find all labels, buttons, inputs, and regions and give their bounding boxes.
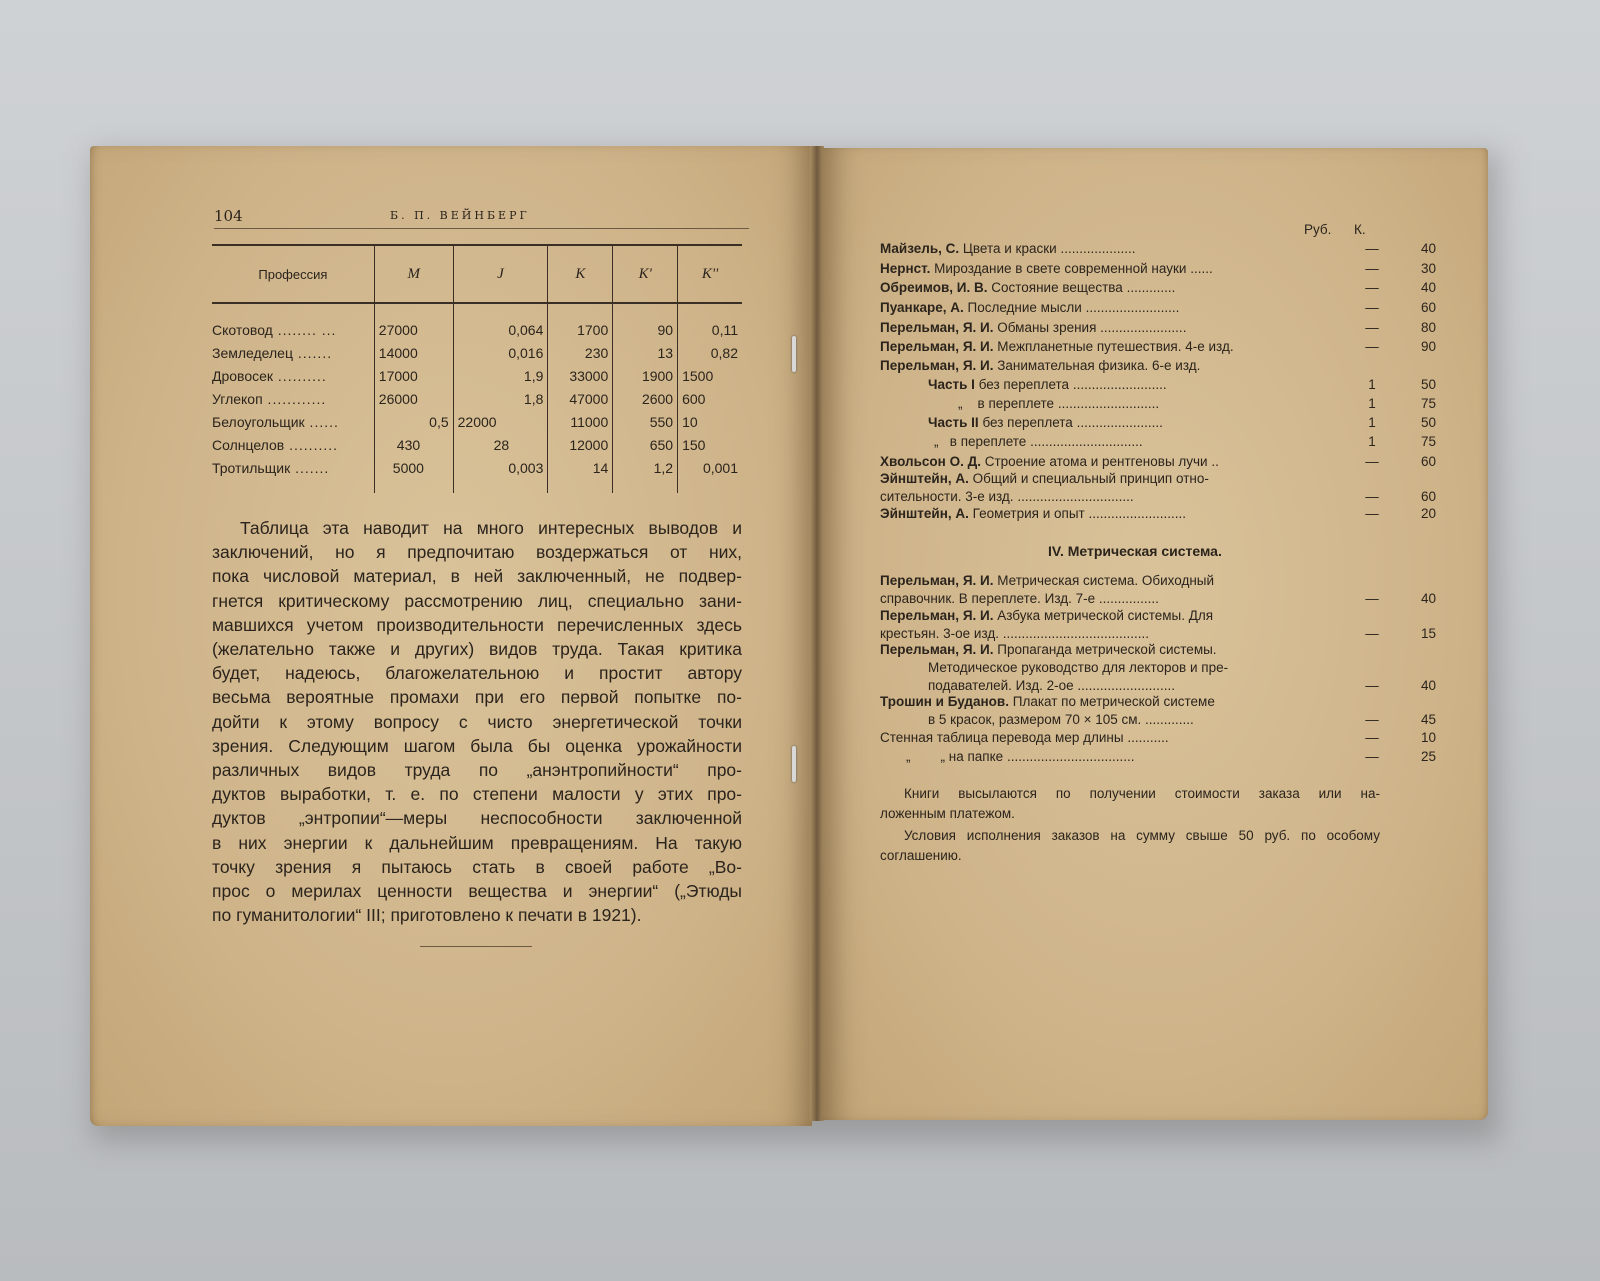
value-k: 11000: [548, 410, 613, 433]
catalog-entry: [880, 319, 1436, 337]
entry-title-cont: крестьян. 3-ое изд.: [880, 626, 999, 641]
profession-name: Дровосек: [212, 367, 274, 384]
leader-dots: .............: [1145, 712, 1194, 727]
value-j: 22000: [453, 410, 548, 433]
entry-title: Строение атома и рентгеновы лучи: [984, 454, 1208, 469]
entry-kop: 40: [1420, 241, 1436, 256]
leader-dots: ..........: [273, 367, 327, 384]
value-k2: 150: [678, 433, 742, 456]
entry-kop: 25: [1420, 749, 1436, 764]
catalog-entry: [880, 453, 1436, 471]
table-row: [212, 387, 742, 410]
col-header-j: J: [453, 245, 548, 303]
entry-kop: 20: [1420, 506, 1436, 521]
entry-kop: 60: [1420, 300, 1436, 315]
col-header-rub: Руб.: [1304, 222, 1332, 237]
entry-title: Стенная таблица перевода мер длины: [880, 730, 1124, 745]
entry-title-cont: сительности. 3-е изд.: [880, 489, 1014, 504]
leader-dots: ..................................: [1006, 749, 1135, 764]
value-k1: 90: [613, 303, 678, 341]
entry-rub: —: [1365, 320, 1379, 335]
leader-dots: ..........: [284, 436, 339, 453]
catalog-entry: [880, 505, 1436, 523]
entry-rub: 1: [1368, 415, 1376, 430]
entry-author: Перельман, Я. И.: [880, 320, 994, 335]
staple-top: [792, 336, 796, 372]
entry-kop: 40: [1420, 280, 1436, 295]
value-k: 12000: [548, 433, 613, 456]
table-row: [212, 456, 742, 493]
profession-name: Белоугольщик: [212, 413, 305, 430]
ditto-mark: „: [934, 434, 939, 449]
text-line: мавшихся учетом производительности перечисленных здесь: [212, 614, 742, 635]
text-line: весьма вероятные промахи при его первой попытке по-: [212, 687, 742, 708]
end-rule: [420, 946, 532, 947]
entry-author: Эйнштейн, А.: [880, 471, 969, 486]
entry-author: Перельман, Я. И.: [880, 573, 994, 588]
value-m: 5000: [374, 456, 453, 493]
entry-author: Перельман, Я. И.: [880, 642, 994, 657]
body-paragraph: [212, 516, 742, 927]
text-line: Условия исполнения заказов на сумму свыше 50 руб. по особому: [904, 828, 1380, 843]
leader-dots: .........................: [1072, 377, 1167, 392]
entry-author: Майзель, С.: [880, 241, 960, 256]
entry-kop: 50: [1420, 415, 1436, 430]
catalog-entry: [880, 240, 1436, 258]
leader-dots: .......: [292, 344, 333, 361]
leader-dots: ....................: [1060, 241, 1136, 256]
leader-dots: ................: [1098, 591, 1159, 606]
leader-dots: ............: [262, 390, 327, 407]
table-header-row: [212, 245, 742, 303]
entry-kop: 40: [1420, 678, 1436, 693]
entry-title-cont: подавателей. Изд. 2-ое: [928, 678, 1074, 693]
table-row: [212, 410, 742, 433]
value-j: 0,003: [453, 456, 548, 493]
text-line: гнется критическому рассмотрению лиц, специально зани-: [212, 590, 742, 611]
col-header-k1: K': [613, 245, 678, 303]
entry-rub: —: [1365, 241, 1379, 256]
entry-title: без переплета: [982, 415, 1073, 430]
ditto-mark: „: [958, 396, 963, 411]
value-k2: 0,001: [678, 456, 742, 493]
entry-author: Нернст.: [880, 261, 931, 276]
entry-title: в переплете: [977, 396, 1055, 411]
text-line: точку зрения я пытаюсь стать в своей работе „Во-: [212, 856, 742, 877]
text-line: дуктов „энтропии“—меры неспособности заключенной: [212, 808, 742, 829]
catalog-entry: [934, 433, 1436, 451]
entry-title: Геометрия и опыт: [972, 506, 1085, 521]
col-header-profession: Профессия: [212, 245, 374, 303]
entry-title: Обманы зрения: [997, 320, 1097, 335]
value-k2: 600: [678, 387, 742, 410]
value-j: 28: [453, 433, 548, 456]
value-m: 17000: [374, 364, 453, 387]
entry-title: Межпланетные путешествия. 4-е изд.: [997, 339, 1234, 354]
value-j: 0,016: [453, 341, 548, 364]
leader-dots: .......................: [1100, 320, 1187, 335]
entry-rub: —: [1365, 339, 1379, 354]
entry-author: Трошин и Буданов.: [880, 694, 1009, 709]
leader-dots: ..........................: [1088, 506, 1187, 521]
catalog-entry: [880, 470, 1436, 506]
entry-title: Азбука метрической системы. Для: [997, 608, 1214, 623]
value-k2: 10: [678, 410, 742, 433]
leader-dots: ...............................: [1017, 489, 1134, 504]
value-m: 26000: [374, 387, 453, 410]
value-k: 33000: [548, 364, 613, 387]
catalog-entry: [880, 299, 1436, 317]
profession-table: [212, 244, 742, 493]
entry-title: Плакат по метрической системе: [1012, 694, 1215, 709]
catalog-entry: [880, 260, 1436, 278]
profession-name: Скотовод: [212, 321, 273, 338]
entry-title: без переплета: [978, 377, 1070, 392]
entry-kop: 40: [1420, 591, 1436, 606]
value-j: 0,064: [453, 303, 548, 341]
value-k2: 0,11: [678, 303, 742, 341]
table-row: [212, 303, 742, 341]
value-m: 14000: [374, 341, 453, 364]
leader-dots: .............: [1126, 280, 1176, 295]
text-line: прос о мерилах ценности вещества и энергии“ („Этюды: [212, 881, 742, 902]
table-row: [212, 364, 742, 387]
catalog-entry: [928, 414, 1436, 432]
col-header-k2: K'': [678, 245, 742, 303]
entry-title: Общий и специальный принцип отно-: [972, 471, 1209, 486]
entry-author: Обреимов, И. В.: [880, 280, 988, 295]
entry-kop: 10: [1420, 730, 1436, 745]
text-line: заключений, но я предпочитаю воздержаться от них,: [212, 542, 742, 563]
entry-rub: —: [1365, 730, 1379, 745]
value-k2: 0,82: [678, 341, 742, 364]
entry-title: Метрическая система. Обиходный: [997, 573, 1215, 588]
text-line: дойти к этому вопросу с чисто энергетической точки: [212, 711, 742, 732]
profession-name: Углекоп: [212, 390, 263, 407]
text-line: будет, надеюсь, благожелательною и простит автору: [212, 663, 742, 684]
entry-author: Эйнштейн, А.: [880, 506, 969, 521]
entry-author: Часть II: [928, 415, 979, 430]
text-line: Таблица эта наводит на много интересных выводов и: [240, 518, 742, 538]
entry-rub: —: [1365, 489, 1379, 504]
leader-dots: ..........................: [1077, 678, 1175, 693]
page-number: 104: [214, 207, 243, 225]
entry-kop: 60: [1420, 489, 1436, 504]
leader-dots: ......: [1190, 261, 1213, 276]
entry-kop: 30: [1420, 261, 1436, 276]
entry-author: Перельман, Я. И.: [880, 608, 994, 623]
entry-title: Цвета и краски: [962, 241, 1057, 256]
entry-author: Перельман, Я. И.: [880, 339, 994, 354]
entry-kop: 60: [1420, 454, 1436, 469]
entry-rub: —: [1365, 506, 1379, 521]
entry-kop: 45: [1420, 712, 1436, 727]
value-j: 1,9: [453, 364, 548, 387]
value-m: 0,5: [374, 410, 453, 433]
catalog-entry: [928, 376, 1436, 394]
leader-dots: .......................................: [1002, 626, 1150, 641]
leader-dots: ...........................: [1057, 396, 1160, 411]
right-page: [822, 148, 1488, 1120]
entry-title-cont: в 5 красок, размером 70 × 105 см.: [928, 712, 1142, 727]
entry-rub: —: [1365, 678, 1379, 693]
col-header-k: K: [548, 245, 613, 303]
entry-kop: 80: [1420, 320, 1436, 335]
catalog-entry: [880, 693, 1436, 729]
table-row: [212, 433, 742, 456]
value-k1: 1,2: [613, 456, 678, 493]
entry-rub: —: [1365, 454, 1379, 469]
leader-dots: ........ ...: [272, 321, 337, 338]
entry-author: Пуанкаре, А.: [880, 300, 964, 315]
entry-title: Состояние вещества: [991, 280, 1123, 295]
entry-rub: —: [1365, 591, 1379, 606]
ditto-mark: „: [906, 749, 911, 764]
catalog-entry: [906, 748, 1436, 766]
col-header-m: M: [374, 245, 453, 303]
text-line: пока числовой материал, в ней заключенный, не подвер-: [212, 566, 742, 587]
entry-rub: —: [1365, 626, 1379, 641]
profession-name: Тротильщик: [212, 459, 291, 476]
entry-title: Занимательная физика. 6-е изд.: [997, 358, 1201, 373]
entry-title: „ на папке: [940, 749, 1004, 764]
catalog-entry: [880, 279, 1436, 297]
catalog-entry: [880, 338, 1436, 356]
entry-title-cont: Методическое руководство для лекторов и пре-: [928, 660, 1229, 675]
entry-rub: —: [1365, 280, 1379, 295]
catalog-entry: [880, 729, 1436, 747]
entry-kop: 90: [1420, 339, 1436, 354]
text-line: зрения. Следующим шагом была бы оценка урожайности: [212, 735, 742, 756]
left-page: [90, 146, 812, 1126]
section-title: IV. Метрическая система.: [1048, 543, 1222, 559]
value-k: 47000: [548, 387, 613, 410]
entry-author: Хвольсон О. Д.: [880, 454, 981, 469]
entry-rub: —: [1365, 261, 1379, 276]
entry-title: Пропаганда метрической системы.: [997, 642, 1217, 657]
value-k: 14: [548, 456, 613, 493]
entry-rub: —: [1365, 712, 1379, 727]
col-header-kop: К.: [1354, 222, 1366, 237]
entry-rub: 1: [1368, 396, 1376, 411]
entry-kop: 75: [1420, 434, 1436, 449]
catalog-entry: [880, 357, 1360, 375]
value-k1: 2600: [613, 387, 678, 410]
value-j: 1,8: [453, 387, 548, 410]
leader-dots: .........................: [1085, 300, 1180, 315]
entry-rub: 1: [1368, 434, 1376, 449]
leader-dots: ..: [1211, 454, 1219, 469]
value-k1: 550: [613, 410, 678, 433]
entry-rub: —: [1365, 749, 1379, 764]
catalog-entry: [880, 572, 1436, 608]
leader-dots: ..............................: [1030, 434, 1143, 449]
catalog-entry: [880, 607, 1436, 643]
entry-kop: 50: [1420, 377, 1436, 392]
value-k1: 1900: [613, 364, 678, 387]
value-k1: 650: [613, 433, 678, 456]
text-line: в них энергии к дальнейшим превращениям. На такую: [212, 832, 742, 853]
catalog-entry: [958, 395, 1436, 413]
ordering-note: [880, 784, 1380, 824]
value-m: 27000: [374, 303, 453, 341]
leader-dots: .......: [290, 459, 330, 476]
running-head: Б. П. ВЕЙНБЕРГ: [390, 209, 530, 222]
leader-dots: ...........: [1127, 730, 1169, 745]
value-k1: 13: [613, 341, 678, 364]
text-line: соглашению.: [880, 848, 962, 863]
entry-rub: 1: [1368, 377, 1376, 392]
text-line: дуктов выработки, т. е. по степени малости у этих про-: [212, 784, 742, 805]
conditions-note: [880, 826, 1380, 866]
value-k: 1700: [548, 303, 613, 341]
entry-title: Мироздание в свете современной науки: [934, 261, 1187, 276]
leader-dots: .......................: [1076, 415, 1163, 430]
value-k2: 1500: [678, 364, 742, 387]
value-m: 430: [374, 433, 453, 456]
entry-title: в переплете: [949, 434, 1027, 449]
staple-bottom: [792, 746, 796, 782]
table-row: [212, 341, 742, 364]
entry-title: Последние мысли: [967, 300, 1082, 315]
entry-kop: 75: [1420, 396, 1436, 411]
entry-rub: —: [1365, 300, 1379, 315]
entry-author: Часть I: [928, 377, 975, 392]
text-line: Книги высылаются по получении стоимости заказа или на-: [904, 786, 1380, 801]
leader-dots: ......: [304, 413, 339, 430]
text-line: (желательно также и других) видов труда. Такая критика: [212, 639, 742, 660]
profession-name: Земледелец: [212, 344, 293, 361]
catalog-entry: [880, 641, 1436, 695]
entry-author: Перельман, Я. И.: [880, 358, 994, 373]
text-line: ложенным платежом.: [880, 806, 1015, 821]
entry-title-cont: справочник. В переплете. Изд. 7-е: [880, 591, 1096, 606]
profession-name: Солнцелов: [212, 436, 285, 453]
value-k: 230: [548, 341, 613, 364]
entry-kop: 15: [1420, 626, 1436, 641]
text-line: различных видов труда по „анэнтропийности“ про-: [212, 760, 742, 781]
header-rule: [214, 228, 749, 229]
text-line: по гуманитологии“ III; приготовлено к печати в 1921).: [212, 905, 642, 926]
